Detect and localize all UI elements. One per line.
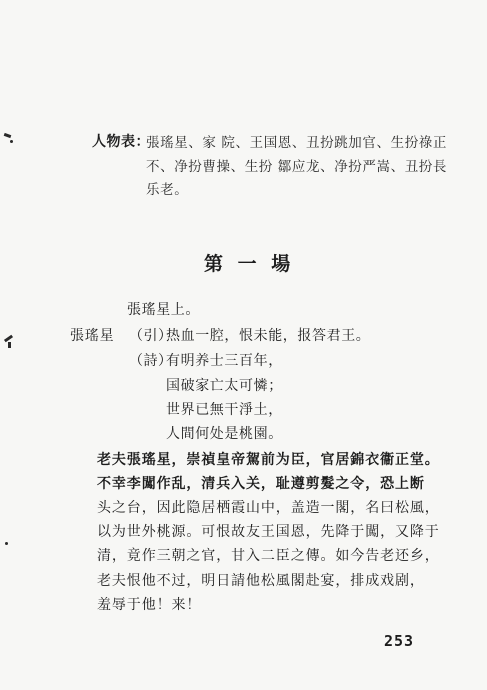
- scene-heading: 第 一 場: [204, 253, 295, 275]
- verse-form-label: （引）: [129, 328, 173, 344]
- speaker-name: 張瑤星: [70, 328, 115, 344]
- verse-line: 世界已無干淨土，: [166, 402, 283, 418]
- cast-list-line: 乐老。: [146, 182, 189, 198]
- scan-mark: [4, 133, 12, 138]
- prose-line: 不幸李闖作乱，清兵入关，耻遵剪髮之令，恐上断: [97, 476, 425, 492]
- verse-line: 国破家亡太可憐；: [166, 378, 283, 394]
- scan-mark: [8, 342, 11, 348]
- prose-line: 老夫恨他不过，明日請他松風閣赴宴，排成戏剧，: [97, 573, 425, 589]
- cast-list-label: 人物表：: [92, 134, 150, 150]
- stage-direction: 張瑤星上。: [127, 302, 200, 318]
- page-number: 253: [384, 632, 415, 650]
- verse-line: 有明养士三百年，: [166, 353, 283, 369]
- verse-form-label: （詩）: [129, 353, 173, 369]
- verse-line: 热血一腔，恨未能，报答君王。: [166, 328, 371, 344]
- prose-line: 老夫張瑤星，崇禎皇帝駕前为臣，官居錦衣衞正堂。: [97, 452, 440, 468]
- prose-line: 头之台，因此隐居栖霞山中，盖造一閣，名曰松風，: [97, 500, 440, 516]
- cast-list-line: 不、净扮曹操、生扮 鄒应龙、净扮严嵩、丑扮長: [146, 159, 447, 175]
- scan-mark: [10, 140, 13, 143]
- verse-line: 人間何处是桃園。: [166, 426, 283, 442]
- prose-line: 羞辱于他！来！: [97, 597, 202, 613]
- prose-line: 以为世外桃源。可恨故友王国恩，先降于闖，又降于: [97, 524, 440, 540]
- scan-mark: [5, 542, 8, 545]
- cast-list-line: 張瑤星、家 院、王国恩、丑扮跳加官、生扮祿正: [146, 135, 447, 151]
- prose-line: 清，竟作三朝之官，甘入二臣之傳。如今告老还乡，: [97, 548, 440, 564]
